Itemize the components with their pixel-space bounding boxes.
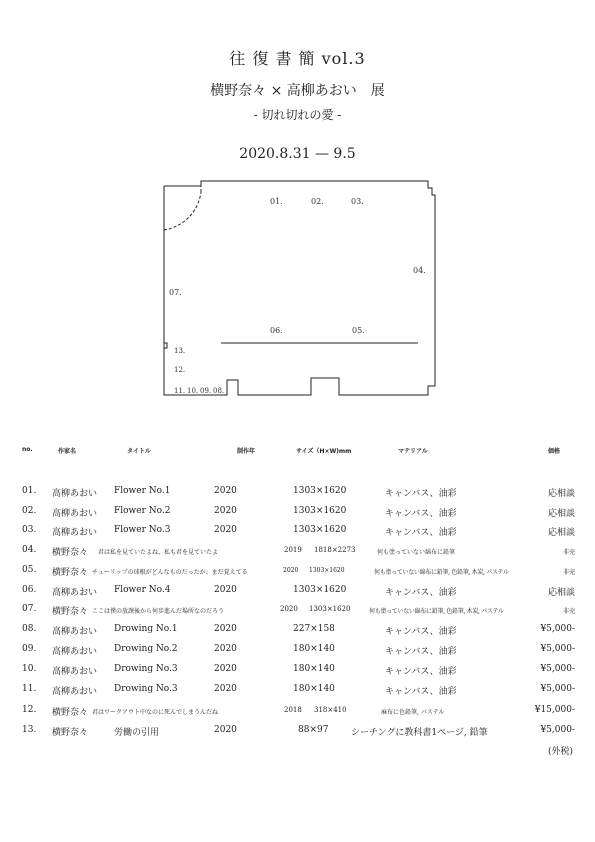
row-material: キャンバス、油彩 xyxy=(385,647,457,657)
row-material: キャンバス、油彩 xyxy=(385,588,457,598)
row-year: 2020 xyxy=(214,725,237,735)
row-year: 2020 xyxy=(214,506,237,516)
table-row xyxy=(0,525,595,543)
row-artist: 横野奈々 xyxy=(52,708,89,718)
row-size: 1818×2273 xyxy=(314,546,356,554)
outlet-mark xyxy=(164,343,167,348)
row-material: 何も塗っていない綿布に鉛筆 xyxy=(377,549,456,556)
row-title: 君は私を見ていたよね、私も君を見ていたよ xyxy=(98,549,219,556)
row-size: 180×140 xyxy=(293,644,335,654)
row-no: 08. xyxy=(22,624,37,634)
plan-label-12: 12. xyxy=(174,366,186,374)
row-material: キャンバス、油彩 xyxy=(385,667,457,677)
plan-label-07: 07. xyxy=(169,288,182,297)
row-artist: 高柳あおい xyxy=(52,647,98,657)
row-price: ¥5,000- xyxy=(540,725,575,735)
header-material: マテリアル xyxy=(398,448,428,455)
exhibition-dates: 2020.8.31 — 9.5 xyxy=(239,146,356,162)
row-artist: 高柳あおい xyxy=(52,627,98,637)
plan-label-03: 03. xyxy=(351,197,364,206)
row-title: Flower No.2 xyxy=(114,506,171,516)
table-row xyxy=(0,545,595,563)
header-price: 価格 xyxy=(548,448,561,455)
exhibition-artists-title: 横野奈々 × 高柳あおい 展 xyxy=(210,83,385,99)
row-material: 麻布に色鉛筆, パステル xyxy=(381,709,445,716)
row-title: Flower No.4 xyxy=(114,585,171,595)
row-artist: 横野奈々 xyxy=(52,728,89,738)
row-price: 非売 xyxy=(562,608,575,615)
row-price: 応相談 xyxy=(547,489,575,499)
row-title: ここは僕の放課後から何歩進んだ場所なのだろう xyxy=(92,608,225,615)
row-size: 180×140 xyxy=(293,664,335,674)
row-artist: 高柳あおい xyxy=(52,509,98,519)
row-artist: 高柳あおい xyxy=(52,687,98,697)
plan-label-05: 05. xyxy=(352,326,365,335)
table-row xyxy=(0,506,595,524)
row-size: 180×140 xyxy=(293,684,335,694)
row-title: Drowing No.1 xyxy=(114,624,178,634)
row-material: 何も塗っていない綿布に鉛筆, 色鉛筆, 木炭, パステル xyxy=(374,569,509,576)
header-artist: 作家名 xyxy=(58,448,77,455)
row-material: キャンバス、油彩 xyxy=(385,687,457,697)
table-row xyxy=(0,604,595,622)
row-title: Flower No.3 xyxy=(114,525,171,535)
row-no: 13. xyxy=(22,725,37,735)
row-price: 非売 xyxy=(562,569,575,576)
tax-note: (外税) xyxy=(547,747,573,757)
header-size: サイズ（H×W)mm xyxy=(296,448,352,455)
row-price: 非売 xyxy=(562,549,575,556)
row-no: 04. xyxy=(22,545,37,555)
row-title: 労働の引用 xyxy=(114,728,160,738)
row-no: 11. xyxy=(22,684,37,694)
row-no: 07. xyxy=(22,604,37,614)
row-year: 2018 xyxy=(284,706,302,714)
row-no: 03. xyxy=(22,525,37,535)
row-material: 何も塗っていない綿布に鉛筆, 色鉛筆, 木炭, パステル xyxy=(369,608,504,615)
row-no: 01. xyxy=(22,486,37,496)
row-price: ¥5,000- xyxy=(540,684,575,694)
row-price: 応相談 xyxy=(547,588,575,598)
row-material: キャンバス、油彩 xyxy=(385,509,457,519)
row-price: 応相談 xyxy=(547,528,575,538)
row-year: 2020 xyxy=(214,486,237,496)
row-year: 2020 xyxy=(214,624,237,634)
row-title: 君はワークアウト中なのに死んでしまうんだね xyxy=(92,709,219,716)
exhibition-series-title: 往 復 書 簡 vol.3 xyxy=(229,49,366,68)
row-size: 1303×1620 xyxy=(293,486,347,496)
row-material: キャンバス、油彩 xyxy=(385,528,457,538)
plan-label-10: 10. xyxy=(187,387,199,395)
door-swing xyxy=(164,192,201,230)
row-size: 88×97 xyxy=(298,725,329,735)
table-row xyxy=(0,705,595,723)
row-no: 02. xyxy=(22,506,37,516)
row-title: Drowing No.3 xyxy=(114,684,178,694)
row-price: ¥5,000- xyxy=(540,664,575,674)
row-artist: 高柳あおい xyxy=(52,588,98,598)
row-material: シーチングに教科書1ページ, 鉛筆 xyxy=(351,728,488,738)
plan-label-11: 11. xyxy=(174,387,186,395)
header-no: no. xyxy=(22,446,33,453)
row-size: 1303×1620 xyxy=(293,506,347,516)
row-title: Flower No.1 xyxy=(114,486,171,496)
plan-label-02: 02. xyxy=(311,197,324,206)
row-price: ¥5,000- xyxy=(540,644,575,654)
row-artist: 横野奈々 xyxy=(52,548,89,558)
row-size: 1303×1620 xyxy=(309,605,351,613)
row-artist: 横野奈々 xyxy=(52,607,89,617)
row-artist: 高柳あおい xyxy=(52,528,98,538)
table-row xyxy=(0,565,595,583)
header-title: タイトル xyxy=(127,448,151,455)
row-title: Drowing No.2 xyxy=(114,644,178,654)
row-no: 10. xyxy=(22,664,37,674)
row-year: 2020 xyxy=(280,605,298,613)
row-artist: 高柳あおい xyxy=(52,489,98,499)
row-artist: 横野奈々 xyxy=(52,568,89,578)
row-year: 2019 xyxy=(284,546,302,554)
plan-label-09: 09. xyxy=(200,387,212,395)
row-price: 応相談 xyxy=(547,509,575,519)
plan-label-06: 06. xyxy=(270,326,283,335)
floor-plan xyxy=(0,0,595,420)
row-price: ¥5,000- xyxy=(540,624,575,634)
row-no: 12. xyxy=(22,705,37,715)
row-size: 1303×1620 xyxy=(293,585,347,595)
row-title: チューリップの球根がどんなものだったか、まだ覚えてる xyxy=(92,569,248,576)
exhibition-subtitle: - 切れ切れの愛 - xyxy=(253,108,342,122)
floor-plan-wall xyxy=(164,181,435,395)
table-row xyxy=(0,486,595,504)
row-price: ¥15,000- xyxy=(534,705,575,715)
row-year: 2020 xyxy=(214,664,237,674)
plan-label-08: 08. xyxy=(213,387,225,395)
row-year: 2020 xyxy=(214,525,237,535)
row-year: 2020 xyxy=(214,644,237,654)
row-size: 318×410 xyxy=(314,706,347,714)
row-material: キャンバス、油彩 xyxy=(385,489,457,499)
row-year: 2020 xyxy=(214,684,237,694)
table-row xyxy=(0,725,595,743)
row-title: Drowing No.3 xyxy=(114,664,178,674)
row-size: 227×158 xyxy=(293,624,335,634)
header-year: 制作年 xyxy=(237,448,256,455)
plan-label-04: 04. xyxy=(413,266,426,275)
table-row xyxy=(0,585,595,603)
row-material: キャンバス、油彩 xyxy=(385,627,457,637)
row-artist: 高柳あおい xyxy=(52,667,98,677)
row-year: 2020 xyxy=(283,567,299,574)
row-size: 1303×1620 xyxy=(293,525,347,535)
row-no: 05. xyxy=(22,565,37,575)
table-row xyxy=(0,644,595,662)
table-row xyxy=(0,664,595,682)
plan-label-01: 01. xyxy=(270,197,283,206)
row-size: 1303×1620 xyxy=(309,567,345,574)
row-year: 2020 xyxy=(214,585,237,595)
table-row xyxy=(0,684,595,702)
row-no: 06. xyxy=(22,585,37,595)
plan-label-13: 13. xyxy=(174,347,186,355)
row-no: 09. xyxy=(22,644,37,654)
table-row xyxy=(0,624,595,642)
